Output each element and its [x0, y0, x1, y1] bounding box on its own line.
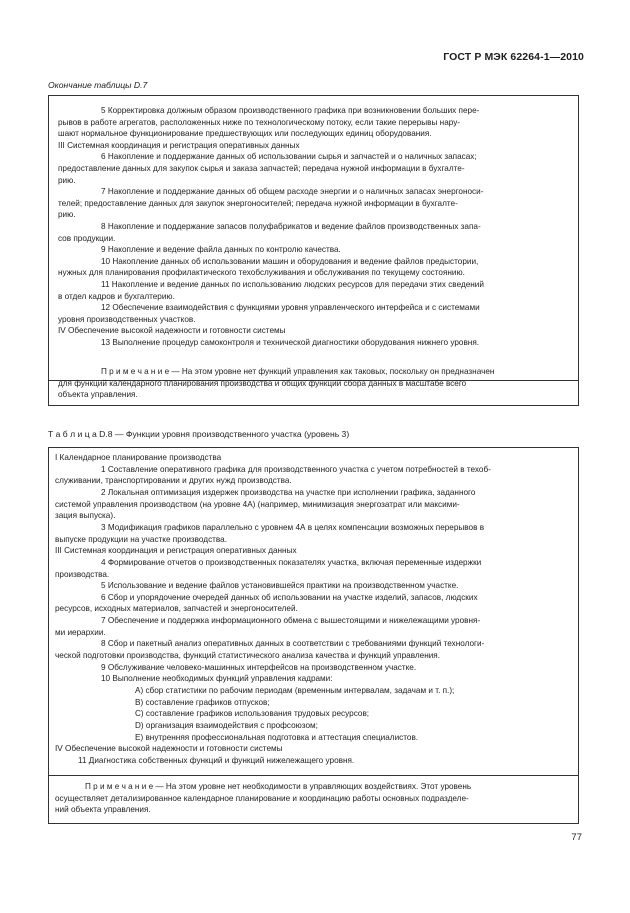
table-d7-lines-line: в отдел кадров и бухгалтерию. — [58, 291, 175, 301]
table-d8-lines-line: 11 Диагностика собственных функций и функций нижележащего уровня. — [78, 755, 355, 765]
table-d7-lines-line: предоставление данных для закупок сырья и заказа запчастей; передача нужной информации в бухгалте- — [58, 164, 465, 173]
table-d8-lines-line: 5 Использование и ведение файлов установившейся практики на производственном участке. — [101, 581, 459, 591]
table-d7-lines-line: нужных для планирования профилактического техобслуживания и обслуживания по текущему состоянию. — [58, 268, 465, 278]
table-d8-lines-line: А) сбор статистики по рабочим периодам (временным интервалам, задачам и т. п.); — [135, 686, 455, 695]
table-d7-lines-line: 12 Обеспечение взаимодействия с функциями уровня управленческого интерфейса и с системами — [101, 303, 480, 313]
table-d8-lines-line: 8 Сбор и пакетный анализ оперативных данных в соответствии с требованиями функций технологи- — [101, 639, 485, 649]
table-d7-lines-line: 10 Накопление данных об использовании машин и оборудования и ведение файлов предыстории, — [101, 256, 479, 266]
table-d8 — [48, 447, 579, 824]
table-d8-note-line: ний объекта управления. — [55, 805, 151, 815]
table-d8-lines-line: ческой подготовки производства, функций статистического анализа качества и функций управления. — [55, 651, 440, 661]
table-d8-note-divider — [49, 775, 578, 776]
table-d8-lines-line: I Календарное планирование производства — [55, 453, 222, 462]
table-d7-note-line: объекта управления. — [58, 390, 138, 400]
table-d8-lines-line: IV Обеспечение высокой надежности и готовности системы — [55, 744, 283, 754]
table-d7-lines-line: III Системная координация и регистрация оперативных данных — [58, 140, 300, 150]
table-d7-lines-line: шают нормальное функционирование предшествующих или последующих единиц оборудования. — [58, 129, 432, 139]
table-d7-caption: Окончание таблицы D.7 — [48, 80, 148, 90]
table-d8-lines-line: В) составление графиков отпусков; — [135, 697, 270, 707]
table-d7-lines-line: 13 Выполнение процедур самоконтроля и технической диагностики оборудования нижнего уровня. — [101, 338, 480, 347]
table-d8-lines-line: 9 Обслуживание человеко-машинных интерфейсов на производственном участке. — [101, 662, 417, 672]
table-d8-lines-line: 7 Обеспечение и поддержка информационного обмена с вышестоящими и нижележащими уровня- — [101, 616, 481, 626]
table-d8-lines-line: ресурсов, исходных материалов, запчастей и энергоносителей. — [55, 604, 298, 614]
table-d7-lines-line: рию. — [58, 175, 76, 185]
table-d7-lines-line: 7 Накопление и поддержание данных об общем расходе энергии и о наличных запасах энергоноси- — [101, 187, 484, 197]
table-d8-lines-line: 1 Составление оперативного графика для производственного участка с учетом потребностей в техоб- — [101, 464, 491, 474]
table-d7-note-line: для функций календарного планирования производства и общих функций сбора данных в масштабе всего — [58, 378, 467, 388]
table-d8-lines-line: ми иерархии. — [55, 627, 106, 637]
table-d7-note-line: П р и м е ч а н и е — На этом уровне нет функций управления как таковых, поскольку он предназначен — [101, 367, 495, 376]
table-d8-lines-line: Е) внутренняя профессиональная подготовка и аттестация специалистов. — [135, 732, 419, 742]
table-d8-note-line: П р и м е ч а н и е — На этом уровне нет необходимости в управляющих воздействиях. Этот уровень — [85, 782, 472, 791]
table-d8-caption: Т а б л и ц а D.8 — Функции уровня производственного участка (уровень 3) — [48, 429, 350, 439]
table-d8-note-line: осуществляет детализированное календарное планирование и координацию работы основных подразделе- — [55, 793, 469, 803]
table-d7-lines-line: 5 Корректировка должным образом производственного графика при возникновении больших пере- — [101, 106, 480, 115]
table-d7-lines-line: 11 Накопление и ведение данных по использованию людских ресурсов для передачи этих сведений — [101, 280, 484, 289]
standard-header: ГОСТ Р МЭК 62264-1—2010 — [443, 51, 584, 63]
table-d8-lines-line: 2 Локальная оптимизация издержек производства на участке при исполнении графика, заданного — [101, 487, 476, 497]
table-d7 — [48, 95, 579, 406]
table-d8-lines-line: 3 Модификация графиков параллельно с уровнем 4А в целях компенсации возможных перерывов в — [101, 522, 485, 532]
table-d7-lines-line: 8 Накопление и поддержание запасов полуфабрикатов и ведение файлов производственных запа- — [101, 222, 481, 231]
table-d8-lines-line: системой управления производством (на уровне 4А) (например, минимизация энергозатрат или максими- — [55, 499, 460, 509]
table-d8-lines-line: D) организация взаимодействия с профсоюзом; — [135, 720, 318, 730]
table-d8-lines-line: С) составление графиков использования трудовых ресурсов; — [135, 709, 370, 719]
table-d8-lines-line: 6 Сбор и упорядочение очередей данных об использовании на участке изделий, запасов, людских — [101, 592, 478, 602]
table-d7-lines-line: IV Обеспечение высокой надежности и готовности системы — [58, 326, 286, 336]
table-d7-lines-line: рывов в работе агрегатов, расположенных ниже по технологическому потоку, если такие перерывы нару- — [58, 117, 461, 127]
table-d8-lines-line: служивании, транспортировании и других нужд производства. — [55, 476, 292, 486]
table-d7-lines-line: сов продукции. — [58, 233, 116, 243]
table-d8-lines-line: зация выпуска). — [55, 511, 116, 521]
table-d7-lines-line: 6 Накопление и поддержание данных об использовании сырья и запчастей и о наличных запасах; — [101, 152, 477, 162]
table-d8-lines-line: 4 Формирование отчетов о производственных показателях участка, включая переменные издержки — [101, 557, 482, 567]
table-d7-lines-line: телей; предоставление данных для закупок энергоносителей; передача нужной информации в бухгалте- — [58, 198, 458, 208]
table-d8-lines-line: 10 Выполнение необходимых функций управления кадрами: — [101, 674, 333, 684]
table-d8-lines-line: производства. — [55, 569, 110, 579]
table-d7-lines-line: рию. — [58, 210, 76, 220]
table-d8-lines-line: III Системная координация и регистрация оперативных данных — [55, 546, 297, 556]
table-d7-lines-line: 9 Накопление и ведение файла данных по контролю качества. — [101, 245, 341, 255]
table-d7-lines-line: уровня производственных участков. — [58, 314, 196, 324]
page-number: 77 — [571, 832, 582, 843]
table-d8-lines-line: выпуске продукции на участке производства. — [55, 534, 228, 544]
